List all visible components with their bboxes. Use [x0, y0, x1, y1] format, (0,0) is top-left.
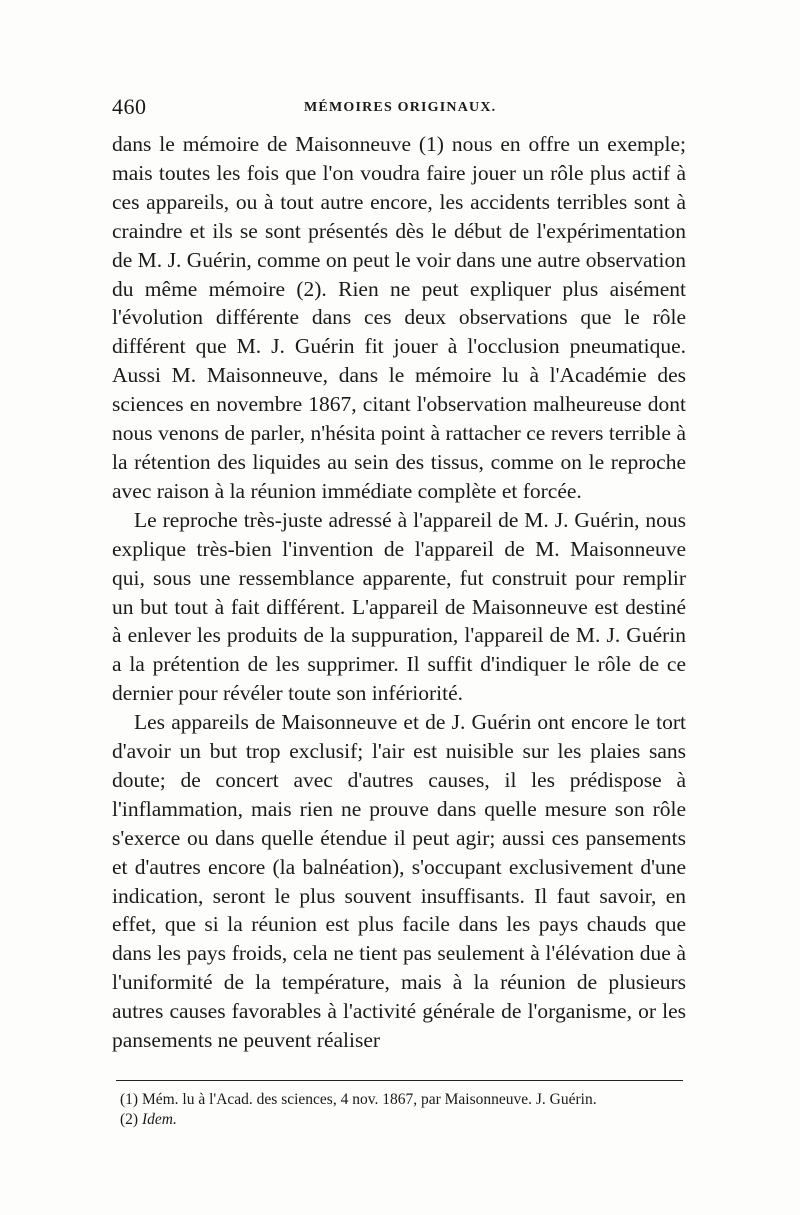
footnotes [112, 1090, 686, 1130]
footnote-1: (1) Mém. lu à l'Acad. des sciences, 4 nov. 1867, par Maisonneuve. J. Guérin. [120, 1091, 597, 1108]
footnote-rule [116, 1080, 683, 1081]
footnote-2-text: Idem. [141, 1111, 177, 1128]
paragraph-continued: dans le mémoire de Maisonneuve (1) nous en offre un exemple; mais toutes les fois que l'on voudra faire jouer un rôle plus actif à ces appareils, ou à tout autre encore, les accidents terribles sont à craindre et ils se sont présentés dès le début de l'expérimentation de M. J. Guérin, comme on peut le voir dans une autre observation du même mémoire (2). Rien ne peut expliquer plus aisément l'évolution différente dans ces deux observations que le rôle différent que M. J. Guérin fit jouer à l'occlusion pneumatique. Aussi M. Maisonneuve, dans le mémoire lu à l'Académie des sciences en novembre 1867, citant l'observation malheureuse dont nous venons de parler, n'hésita point à rattacher ce revers terrible à la rétention des liquides au sein des tissus, comme on le reproche avec raison à la réunion immédiate complète et forcée. [112, 132, 686, 503]
body-text [112, 130, 686, 1055]
paragraph-appareils: Les appareils de Maisonneuve et de J. Guérin ont encore le tort d'avoir un but trop exclusif; l'air est nuisible sur les plaies sans doute; de concert avec d'autres causes, il les prédispose à l'inflammation, mais rien ne prouve dans quelle mesure son rôle s'exerce ou dans quelle étendue il peut agir; aussi ces pansements et d'autres encore (la balnéation), s'occupant exclusivement d'une indication, seront le plus souvent insuffisants. Il faut savoir, en effet, que si la réunion est plus facile dans les pays chauds que dans les pays froids, cela ne tient pas seulement à l'élévation due à l'uniformité de la température, mais à la réunion de plusieurs autres causes favorables à l'activité générale de l'organisme, or les pansements ne peuvent réaliser [112, 710, 686, 1053]
footnote-2 [112, 1110, 686, 1130]
page-number: 460 [112, 94, 147, 119]
paragraph-reproche: Le reproche très-juste adressé à l'appareil de M. J. Guérin, nous explique très-bien l'invention de l'appareil de M. Maisonneuve qui, sous une ressemblance apparente, fut construit pour remplir un but tout à fait différent. L'appareil de Maisonneuve est destiné à enlever les produits de la suppuration, l'appareil de M. J. Guérin a la prétention de les supprimer. Il suffit d'indiquer le rôle de ce dernier pour révéler toute son infériorité. [112, 507, 686, 706]
page-header [112, 94, 687, 124]
running-head: MÉMOIRES ORIGINAUX. [304, 100, 497, 115]
footnote-2-marker: (2) [120, 1111, 139, 1128]
